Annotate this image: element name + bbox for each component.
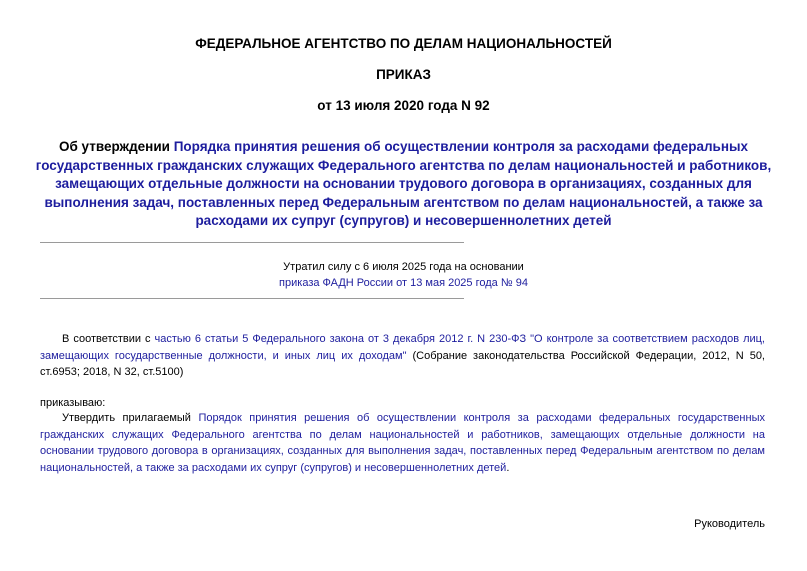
preamble-suffix: (Собрание законодательства Российской Федерации, 2012, N 50, ст.6953; 2018, N 32, ст.5100): [40, 349, 765, 378]
divider-top: [40, 242, 464, 243]
title-prefix: Об утверждении: [58, 139, 174, 154]
procedure-link[interactable]: Порядок принятия решения об осуществлении контроля за расходами федеральных государственных гражданских служащих Федерального агентства по делам национальностей и работников, замещающих отдельные должности на основании трудового договора в организациях, созданных для выполнения задач, поставленных перед Федеральным агентством по делам национальностей, а также за расходами их супруг (супругов) и несовершеннолетних детей: [40, 412, 765, 474]
divider-bottom: [40, 298, 464, 299]
title-procedure-link[interactable]: Порядка принятия решения об осуществлении контроля за расходами федеральных государственных гражданских служащих Федерального агентства по делам национальностей и работников, замещающих отдельные должности на основании трудового договора в организациях, созданных для выполнения задач, поставленных перед Федеральным агентством по делам национальностей, а также за расходами их супруг (супругов) и несовершеннолетних детей: [35, 139, 772, 228]
approval-paragraph: [40, 410, 765, 476]
repealing-order-link[interactable]: приказа ФАДН России от 13 мая 2025 года № 94: [279, 277, 528, 289]
federal-law-link[interactable]: частью 6 статьи 5 Федерального закона от 3 декабря 2012 г. N 230-ФЗ "О контроле за соответствием расходов лиц, замещающих государственные должности, и иных лиц их доходам": [40, 333, 765, 362]
approval-suffix: .: [506, 461, 510, 474]
approval-prefix: Утвердить прилагаемый: [62, 412, 199, 424]
agency-name: ФЕДЕРАЛЬНОЕ АГЕНТСТВО ПО ДЕЛАМ НАЦИОНАЛЬНОСТЕЙ: [195, 36, 612, 51]
document-type: ПРИКАЗ: [376, 67, 431, 82]
document-title: [35, 138, 772, 231]
document-date-number: от 13 июля 2020 года N 92: [317, 98, 490, 113]
order-word: приказываю:: [40, 397, 106, 409]
preamble-prefix: В соответствии с: [62, 333, 155, 345]
signer-title: Руководитель: [694, 518, 765, 530]
repeal-note: Утратил силу с 6 июля 2025 года на основании: [283, 261, 524, 273]
preamble-paragraph: [40, 331, 765, 381]
repeal-note-link-line: [0, 277, 807, 289]
